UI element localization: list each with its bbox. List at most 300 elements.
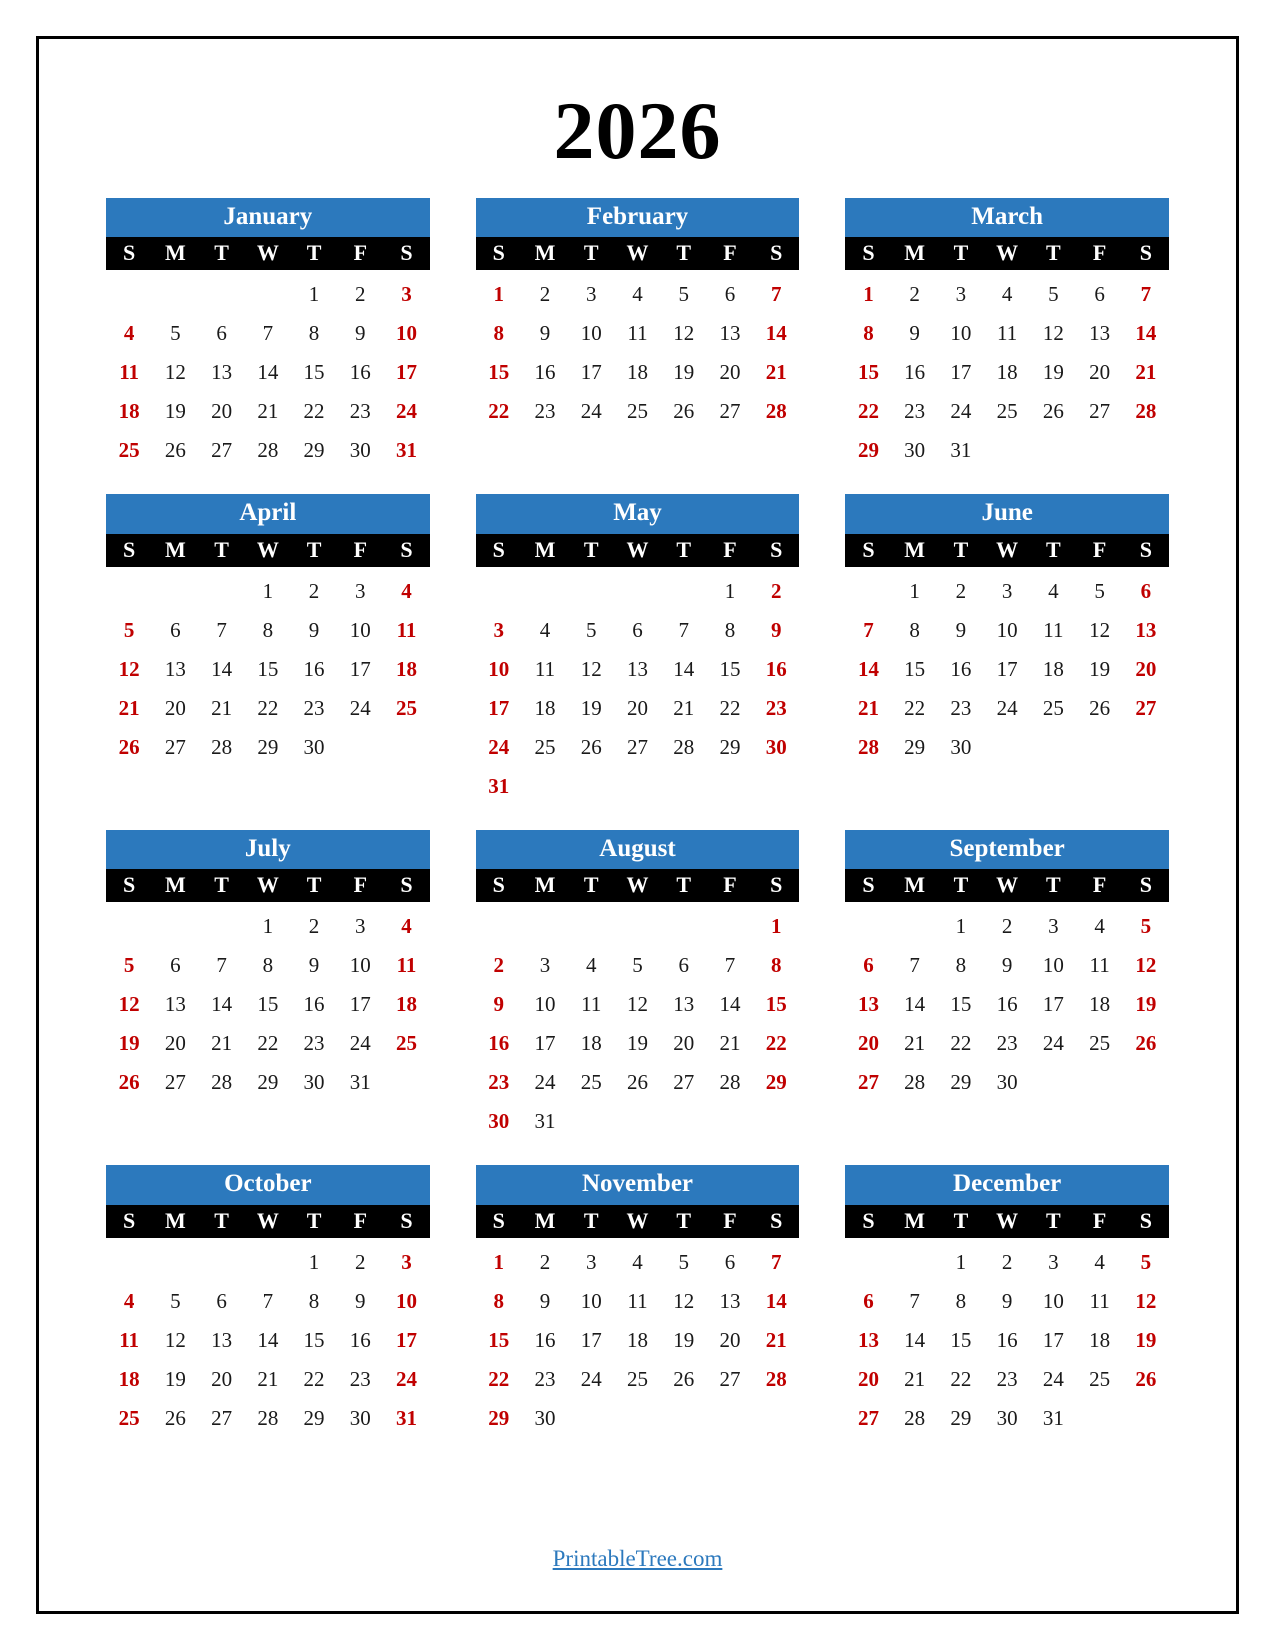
day-cell[interactable]: 19 — [1089, 656, 1111, 681]
day-cell[interactable]: 12 — [1042, 321, 1064, 346]
day-cell[interactable]: 30 — [904, 438, 926, 463]
day-cell[interactable]: 14 — [765, 321, 787, 346]
day-cell[interactable]: 4 — [1001, 282, 1013, 307]
day-cell[interactable]: 10 — [580, 321, 602, 346]
day-cell[interactable]: 28 — [904, 1070, 926, 1095]
day-cell[interactable]: 9 — [770, 617, 782, 642]
day-cell[interactable]: 12 — [626, 992, 648, 1017]
day-cell[interactable]: 7 — [770, 282, 782, 307]
day-cell[interactable]: 22 — [904, 695, 926, 720]
day-cell[interactable]: 18 — [118, 1366, 140, 1391]
day-cell[interactable]: 30 — [765, 734, 787, 759]
day-cell[interactable]: 16 — [534, 360, 556, 385]
day-cell[interactable]: 3 — [1001, 578, 1013, 603]
day-cell[interactable]: 7 — [724, 953, 736, 978]
day-cell[interactable]: 5 — [123, 617, 135, 642]
day-cell[interactable]: 26 — [118, 1070, 140, 1095]
day-cell[interactable]: 17 — [488, 695, 510, 720]
day-cell[interactable]: 21 — [118, 695, 140, 720]
day-cell[interactable]: 23 — [488, 1070, 510, 1095]
day-cell[interactable]: 27 — [211, 1405, 233, 1430]
day-cell[interactable]: 28 — [211, 1070, 233, 1095]
day-cell[interactable]: 16 — [996, 1327, 1018, 1352]
day-cell[interactable]: 14 — [673, 656, 695, 681]
day-cell[interactable]: 6 — [170, 953, 181, 978]
day-cell[interactable]: 9 — [493, 992, 505, 1017]
day-cell[interactable]: 28 — [857, 734, 879, 759]
day-cell[interactable]: 26 — [164, 1405, 186, 1430]
day-cell[interactable]: 23 — [534, 399, 556, 424]
day-cell[interactable]: 1 — [909, 578, 920, 603]
day-cell[interactable]: 27 — [1089, 399, 1111, 424]
day-cell[interactable]: 13 — [719, 321, 741, 346]
day-cell[interactable]: 15 — [257, 656, 279, 681]
day-cell[interactable]: 11 — [627, 1288, 648, 1313]
day-cell[interactable]: 1 — [308, 1249, 320, 1274]
day-cell[interactable]: 21 — [1135, 360, 1157, 385]
day-cell[interactable]: 22 — [303, 399, 325, 424]
day-cell[interactable]: 2 — [539, 1249, 551, 1274]
day-cell[interactable]: 1 — [955, 914, 967, 939]
day-cell[interactable]: 10 — [534, 992, 556, 1017]
day-cell[interactable]: 22 — [765, 1031, 787, 1056]
day-cell[interactable]: 31 — [1042, 1405, 1064, 1430]
day-cell[interactable]: 18 — [396, 992, 418, 1017]
day-cell[interactable]: 5 — [585, 617, 597, 642]
day-cell[interactable]: 16 — [303, 656, 325, 681]
day-cell[interactable]: 6 — [724, 282, 736, 307]
day-cell[interactable]: 8 — [955, 1288, 967, 1313]
day-cell[interactable]: 14 — [765, 1288, 787, 1313]
day-cell[interactable]: 1 — [955, 1249, 967, 1274]
day-cell[interactable]: 20 — [211, 1366, 233, 1391]
day-cell[interactable]: 17 — [534, 1031, 556, 1056]
day-cell[interactable]: 13 — [857, 992, 879, 1017]
day-cell[interactable]: 11 — [534, 656, 556, 681]
day-cell[interactable]: 15 — [303, 360, 325, 385]
day-cell[interactable]: 15 — [904, 656, 926, 681]
day-cell[interactable]: 6 — [863, 953, 874, 978]
day-cell[interactable]: 21 — [765, 1327, 787, 1352]
day-cell[interactable]: 21 — [211, 695, 233, 720]
day-cell[interactable]: 16 — [765, 656, 787, 681]
day-cell[interactable]: 9 — [539, 1288, 551, 1313]
day-cell[interactable]: 9 — [955, 617, 967, 642]
day-cell[interactable]: 22 — [488, 399, 510, 424]
day-cell[interactable]: 14 — [719, 992, 741, 1017]
day-cell[interactable]: 11 — [396, 953, 417, 978]
day-cell[interactable]: 5 — [678, 282, 689, 307]
day-cell[interactable]: 12 — [118, 656, 140, 681]
day-cell[interactable]: 3 — [585, 282, 597, 307]
day-cell[interactable]: 4 — [1094, 1249, 1105, 1274]
day-cell[interactable]: 21 — [904, 1366, 926, 1391]
day-cell[interactable]: 5 — [170, 321, 181, 346]
day-cell[interactable]: 3 — [493, 617, 505, 642]
day-cell[interactable]: 25 — [580, 1070, 602, 1095]
day-cell[interactable]: 1 — [262, 914, 274, 939]
day-cell[interactable]: 8 — [493, 1288, 505, 1313]
day-cell[interactable]: 8 — [262, 617, 274, 642]
day-cell[interactable]: 25 — [1042, 695, 1064, 720]
day-cell[interactable]: 27 — [164, 734, 186, 759]
day-cell[interactable]: 3 — [539, 953, 551, 978]
day-cell[interactable]: 7 — [1140, 282, 1152, 307]
day-cell[interactable]: 7 — [770, 1249, 782, 1274]
day-cell[interactable]: 22 — [719, 695, 741, 720]
day-cell[interactable]: 4 — [632, 282, 643, 307]
day-cell[interactable]: 24 — [534, 1070, 556, 1095]
day-cell[interactable]: 30 — [303, 734, 325, 759]
day-cell[interactable]: 18 — [996, 360, 1018, 385]
day-cell[interactable]: 10 — [349, 617, 371, 642]
day-cell[interactable]: 9 — [1001, 953, 1013, 978]
day-cell[interactable]: 7 — [216, 617, 227, 642]
day-cell[interactable]: 28 — [257, 438, 279, 463]
day-cell[interactable]: 22 — [488, 1366, 510, 1391]
day-cell[interactable]: 29 — [950, 1405, 972, 1430]
day-cell[interactable]: 13 — [164, 656, 186, 681]
day-cell[interactable]: 13 — [1089, 321, 1111, 346]
day-cell[interactable]: 20 — [1089, 360, 1111, 385]
day-cell[interactable]: 26 — [626, 1070, 648, 1095]
day-cell[interactable]: 19 — [1042, 360, 1064, 385]
day-cell[interactable]: 26 — [1135, 1366, 1157, 1391]
day-cell[interactable]: 20 — [164, 695, 186, 720]
day-cell[interactable]: 10 — [950, 321, 972, 346]
day-cell[interactable]: 19 — [164, 399, 186, 424]
day-cell[interactable]: 15 — [950, 1327, 972, 1352]
day-cell[interactable]: 14 — [904, 1327, 926, 1352]
day-cell[interactable]: 2 — [355, 1249, 366, 1274]
day-cell[interactable]: 24 — [396, 399, 418, 424]
day-cell[interactable]: 14 — [1135, 321, 1157, 346]
day-cell[interactable]: 18 — [1089, 1327, 1111, 1352]
day-cell[interactable]: 11 — [119, 360, 140, 385]
day-cell[interactable]: 12 — [164, 360, 186, 385]
day-cell[interactable]: 6 — [1140, 578, 1152, 603]
day-cell[interactable]: 3 — [355, 914, 366, 939]
day-cell[interactable]: 27 — [211, 438, 233, 463]
day-cell[interactable]: 27 — [626, 734, 648, 759]
day-cell[interactable]: 11 — [396, 617, 417, 642]
day-cell[interactable]: 23 — [904, 399, 926, 424]
day-cell[interactable]: 28 — [673, 734, 695, 759]
day-cell[interactable]: 21 — [257, 399, 279, 424]
day-cell[interactable]: 10 — [488, 656, 510, 681]
day-cell[interactable]: 2 — [539, 282, 551, 307]
day-cell[interactable]: 13 — [164, 992, 186, 1017]
day-cell[interactable]: 16 — [488, 1031, 510, 1056]
day-cell[interactable]: 2 — [909, 282, 920, 307]
day-cell[interactable]: 2 — [1001, 1249, 1013, 1274]
day-cell[interactable]: 8 — [262, 953, 274, 978]
day-cell[interactable]: 28 — [765, 1366, 787, 1391]
day-cell[interactable]: 3 — [955, 282, 967, 307]
day-cell[interactable]: 16 — [303, 992, 325, 1017]
day-cell[interactable]: 19 — [580, 695, 602, 720]
day-cell[interactable]: 15 — [950, 992, 972, 1017]
day-cell[interactable]: 6 — [1094, 282, 1105, 307]
day-cell[interactable]: 6 — [216, 1288, 227, 1313]
day-cell[interactable]: 20 — [164, 1031, 186, 1056]
day-cell[interactable]: 13 — [626, 656, 648, 681]
day-cell[interactable]: 30 — [349, 438, 371, 463]
day-cell[interactable]: 23 — [765, 695, 787, 720]
day-cell[interactable]: 23 — [534, 1366, 556, 1391]
day-cell[interactable]: 27 — [164, 1070, 186, 1095]
day-cell[interactable]: 3 — [401, 282, 412, 307]
day-cell[interactable]: 4 — [401, 914, 412, 939]
day-cell[interactable]: 16 — [534, 1327, 556, 1352]
day-cell[interactable]: 19 — [1135, 992, 1157, 1017]
day-cell[interactable]: 7 — [863, 617, 874, 642]
day-cell[interactable]: 22 — [257, 1031, 279, 1056]
day-cell[interactable]: 5 — [170, 1288, 181, 1313]
day-cell[interactable]: 11 — [997, 321, 1018, 346]
day-cell[interactable]: 20 — [857, 1031, 879, 1056]
day-cell[interactable]: 24 — [580, 1366, 602, 1391]
day-cell[interactable]: 7 — [216, 953, 227, 978]
day-cell[interactable]: 17 — [580, 1327, 602, 1352]
day-cell[interactable]: 30 — [950, 734, 972, 759]
day-cell[interactable]: 5 — [123, 953, 135, 978]
day-cell[interactable]: 31 — [396, 438, 418, 463]
day-cell[interactable]: 8 — [308, 321, 320, 346]
day-cell[interactable]: 4 — [123, 1288, 135, 1313]
day-cell[interactable]: 29 — [303, 1405, 325, 1430]
day-cell[interactable]: 4 — [1048, 578, 1059, 603]
day-cell[interactable]: 19 — [164, 1366, 186, 1391]
day-cell[interactable]: 1 — [493, 1249, 505, 1274]
day-cell[interactable]: 19 — [626, 1031, 648, 1056]
day-cell[interactable]: 25 — [626, 1366, 648, 1391]
day-cell[interactable]: 21 — [857, 695, 879, 720]
day-cell[interactable]: 8 — [724, 617, 736, 642]
day-cell[interactable]: 12 — [580, 656, 602, 681]
day-cell[interactable]: 18 — [626, 360, 648, 385]
day-cell[interactable]: 26 — [673, 399, 695, 424]
day-cell[interactable]: 2 — [355, 282, 366, 307]
day-cell[interactable]: 22 — [257, 695, 279, 720]
day-cell[interactable]: 9 — [308, 617, 320, 642]
day-cell[interactable]: 20 — [857, 1366, 879, 1391]
day-cell[interactable]: 5 — [678, 1249, 689, 1274]
day-cell[interactable]: 11 — [119, 1327, 140, 1352]
day-cell[interactable]: 30 — [534, 1405, 556, 1430]
day-cell[interactable]: 10 — [1042, 1288, 1064, 1313]
day-cell[interactable]: 11 — [627, 321, 648, 346]
day-cell[interactable]: 5 — [632, 953, 643, 978]
day-cell[interactable]: 15 — [857, 360, 879, 385]
day-cell[interactable]: 31 — [396, 1405, 418, 1430]
day-cell[interactable]: 23 — [303, 1031, 325, 1056]
day-cell[interactable]: 28 — [257, 1405, 279, 1430]
day-cell[interactable]: 29 — [488, 1405, 510, 1430]
day-cell[interactable]: 30 — [996, 1070, 1018, 1095]
day-cell[interactable]: 2 — [1001, 914, 1013, 939]
day-cell[interactable]: 23 — [996, 1366, 1018, 1391]
day-cell[interactable]: 29 — [765, 1070, 787, 1095]
day-cell[interactable]: 27 — [857, 1070, 879, 1095]
day-cell[interactable]: 23 — [349, 1366, 371, 1391]
day-cell[interactable]: 20 — [719, 360, 741, 385]
day-cell[interactable]: 24 — [396, 1366, 418, 1391]
day-cell[interactable]: 17 — [1042, 1327, 1064, 1352]
day-cell[interactable]: 17 — [996, 656, 1018, 681]
day-cell[interactable]: 1 — [262, 578, 274, 603]
day-cell[interactable]: 2 — [308, 578, 320, 603]
day-cell[interactable]: 29 — [257, 734, 279, 759]
day-cell[interactable]: 27 — [673, 1070, 695, 1095]
day-cell[interactable]: 14 — [904, 992, 926, 1017]
day-cell[interactable]: 6 — [170, 617, 181, 642]
day-cell[interactable]: 17 — [1042, 992, 1064, 1017]
day-cell[interactable]: 26 — [1089, 695, 1111, 720]
day-cell[interactable]: 29 — [857, 438, 879, 463]
day-cell[interactable]: 24 — [349, 695, 371, 720]
day-cell[interactable]: 15 — [303, 1327, 325, 1352]
day-cell[interactable]: 24 — [996, 695, 1018, 720]
day-cell[interactable]: 27 — [719, 1366, 741, 1391]
printabletree-link[interactable]: PrintableTree.com — [552, 1546, 723, 1571]
day-cell[interactable]: 29 — [904, 734, 926, 759]
day-cell[interactable]: 14 — [211, 992, 233, 1017]
day-cell[interactable]: 4 — [1094, 914, 1105, 939]
day-cell[interactable]: 26 — [1042, 399, 1064, 424]
day-cell[interactable]: 21 — [211, 1031, 233, 1056]
day-cell[interactable]: 25 — [534, 734, 556, 759]
day-cell[interactable]: 6 — [216, 321, 227, 346]
day-cell[interactable]: 21 — [765, 360, 787, 385]
day-cell[interactable]: 6 — [724, 1249, 736, 1274]
day-cell[interactable]: 12 — [673, 1288, 695, 1313]
day-cell[interactable]: 29 — [950, 1070, 972, 1095]
day-cell[interactable]: 23 — [303, 695, 325, 720]
day-cell[interactable]: 20 — [673, 1031, 695, 1056]
day-cell[interactable]: 19 — [673, 1327, 695, 1352]
day-cell[interactable]: 28 — [904, 1405, 926, 1430]
day-cell[interactable]: 17 — [349, 992, 371, 1017]
day-cell[interactable]: 23 — [950, 695, 972, 720]
day-cell[interactable]: 21 — [673, 695, 695, 720]
day-cell[interactable]: 31 — [950, 438, 972, 463]
day-cell[interactable]: 22 — [950, 1031, 972, 1056]
day-cell[interactable]: 24 — [1042, 1366, 1064, 1391]
day-cell[interactable]: 17 — [396, 360, 418, 385]
day-cell[interactable]: 21 — [904, 1031, 926, 1056]
day-cell[interactable]: 14 — [857, 656, 879, 681]
day-cell[interactable]: 24 — [950, 399, 972, 424]
day-cell[interactable]: 3 — [1048, 914, 1059, 939]
day-cell[interactable]: 27 — [1135, 695, 1157, 720]
day-cell[interactable]: 24 — [1042, 1031, 1064, 1056]
day-cell[interactable]: 4 — [585, 953, 597, 978]
day-cell[interactable]: 9 — [1001, 1288, 1013, 1313]
day-cell[interactable]: 1 — [724, 578, 736, 603]
day-cell[interactable]: 25 — [396, 1031, 418, 1056]
day-cell[interactable]: 30 — [488, 1109, 510, 1134]
day-cell[interactable]: 22 — [303, 1366, 325, 1391]
day-cell[interactable]: 8 — [909, 617, 920, 642]
day-cell[interactable]: 1 — [308, 282, 320, 307]
day-cell[interactable]: 19 — [673, 360, 695, 385]
day-cell[interactable]: 28 — [211, 734, 233, 759]
day-cell[interactable]: 19 — [1135, 1327, 1157, 1352]
day-cell[interactable]: 11 — [581, 992, 602, 1017]
day-cell[interactable]: 26 — [118, 734, 140, 759]
day-cell[interactable]: 10 — [1042, 953, 1064, 978]
day-cell[interactable]: 21 — [257, 1366, 279, 1391]
day-cell[interactable]: 12 — [164, 1327, 186, 1352]
day-cell[interactable]: 9 — [909, 321, 920, 346]
day-cell[interactable]: 11 — [1089, 953, 1110, 978]
day-cell[interactable]: 7 — [909, 1288, 920, 1313]
day-cell[interactable]: 1 — [770, 914, 782, 939]
day-cell[interactable]: 4 — [401, 578, 412, 603]
day-cell[interactable]: 16 — [996, 992, 1018, 1017]
day-cell[interactable]: 22 — [950, 1366, 972, 1391]
day-cell[interactable]: 25 — [996, 399, 1018, 424]
day-cell[interactable]: 29 — [303, 438, 325, 463]
day-cell[interactable]: 9 — [308, 953, 320, 978]
day-cell[interactable]: 8 — [493, 321, 505, 346]
day-cell[interactable]: 10 — [349, 953, 371, 978]
day-cell[interactable]: 5 — [1140, 914, 1152, 939]
day-cell[interactable]: 17 — [349, 656, 371, 681]
day-cell[interactable]: 13 — [211, 1327, 233, 1352]
day-cell[interactable]: 17 — [950, 360, 972, 385]
day-cell[interactable]: 6 — [632, 617, 643, 642]
day-cell[interactable]: 10 — [996, 617, 1018, 642]
day-cell[interactable]: 8 — [308, 1288, 320, 1313]
day-cell[interactable]: 26 — [580, 734, 602, 759]
day-cell[interactable]: 6 — [863, 1288, 874, 1313]
day-cell[interactable]: 13 — [719, 1288, 741, 1313]
day-cell[interactable]: 7 — [262, 1288, 274, 1313]
day-cell[interactable]: 26 — [1135, 1031, 1157, 1056]
day-cell[interactable]: 12 — [1089, 617, 1111, 642]
day-cell[interactable]: 9 — [355, 321, 366, 346]
day-cell[interactable]: 18 — [580, 1031, 602, 1056]
day-cell[interactable]: 18 — [626, 1327, 648, 1352]
day-cell[interactable]: 29 — [719, 734, 741, 759]
day-cell[interactable]: 13 — [211, 360, 233, 385]
day-cell[interactable]: 15 — [765, 992, 787, 1017]
day-cell[interactable]: 12 — [1135, 1288, 1157, 1313]
day-cell[interactable]: 27 — [857, 1405, 879, 1430]
day-cell[interactable]: 24 — [580, 399, 602, 424]
day-cell[interactable]: 15 — [719, 656, 741, 681]
day-cell[interactable]: 9 — [355, 1288, 366, 1313]
day-cell[interactable]: 18 — [118, 399, 140, 424]
day-cell[interactable]: 25 — [1089, 1366, 1111, 1391]
day-cell[interactable]: 30 — [996, 1405, 1018, 1430]
day-cell[interactable]: 24 — [488, 734, 510, 759]
day-cell[interactable]: 7 — [678, 617, 689, 642]
day-cell[interactable]: 3 — [585, 1249, 597, 1274]
day-cell[interactable]: 12 — [118, 992, 140, 1017]
day-cell[interactable]: 10 — [396, 321, 418, 346]
day-cell[interactable]: 25 — [1089, 1031, 1111, 1056]
day-cell[interactable]: 2 — [955, 578, 967, 603]
day-cell[interactable]: 17 — [396, 1327, 418, 1352]
day-cell[interactable]: 20 — [626, 695, 648, 720]
day-cell[interactable]: 3 — [401, 1249, 412, 1274]
day-cell[interactable]: 25 — [118, 1405, 140, 1430]
day-cell[interactable]: 4 — [539, 617, 551, 642]
day-cell[interactable]: 22 — [857, 399, 879, 424]
